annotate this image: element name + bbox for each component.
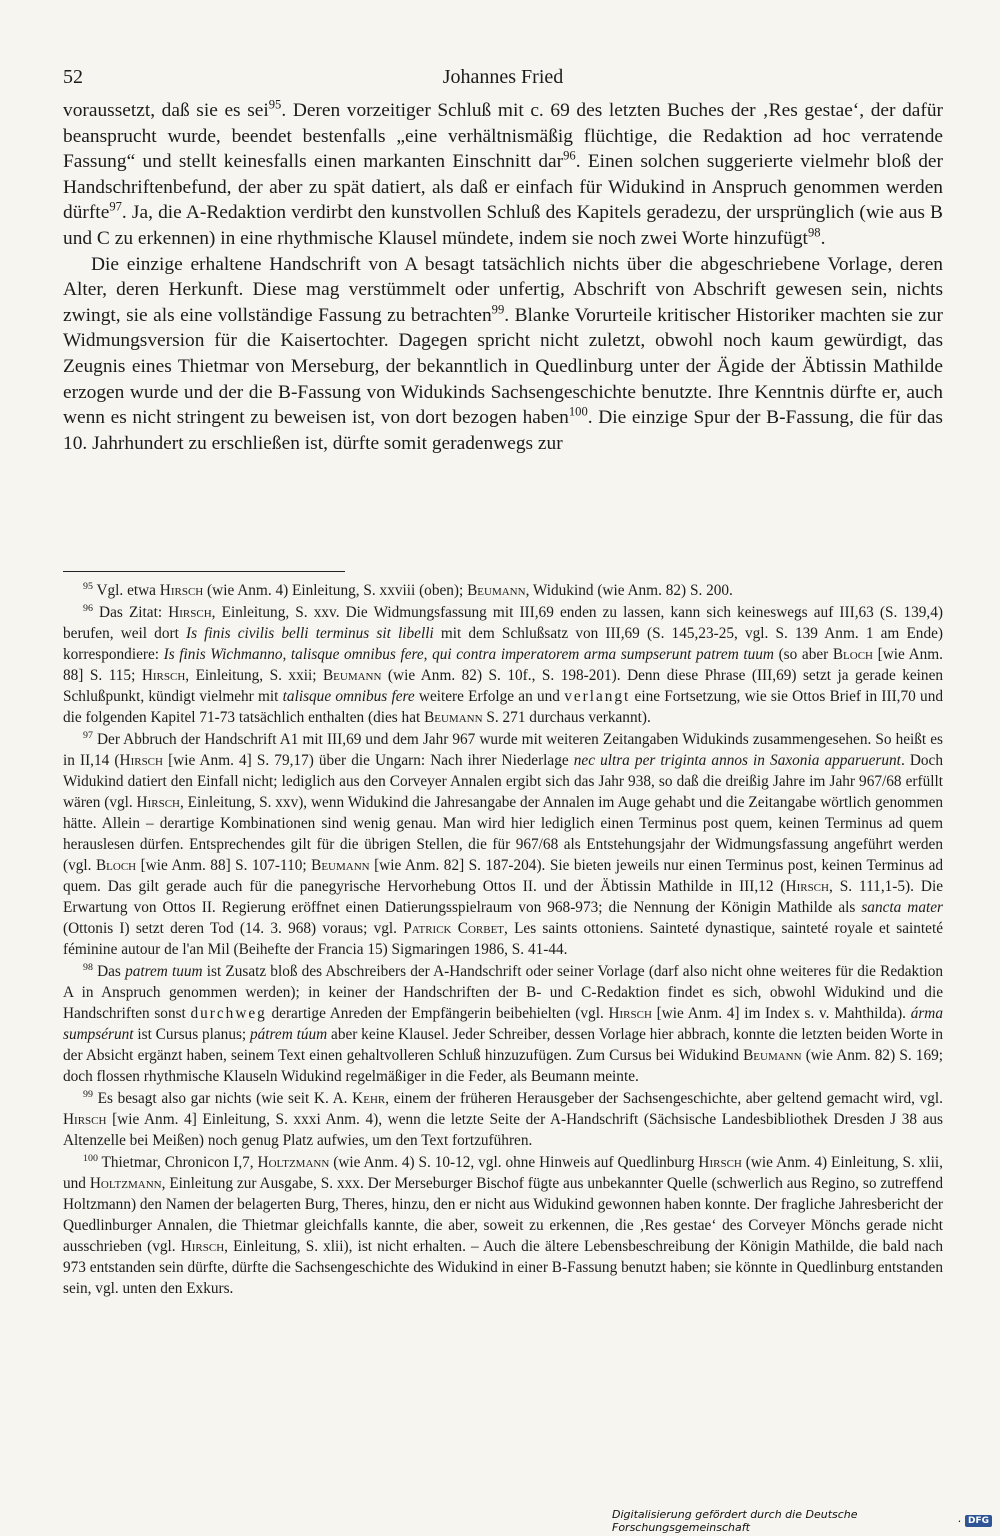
footnote-95: $^{95}$ Vgl. etwa Hirsch (wie Anm. 4) Einleitung, S. xxviii (oben); Beumann, Widukind (wie Anm. 82) S. 200. [83, 580, 733, 599]
digitization-credit: Digitalisierung gefördert durch die Deutsche Forschungsgemeinschaft · DFG [612, 1512, 992, 1530]
running-head: Johannes Fried [442, 66, 564, 88]
credit-text: Digitalisierung gefördert durch die Deutsche Forschungsgemeinschaft [612, 1508, 858, 1534]
footnote-100: $^{100}$ Thietmar, Chronicon I,7, Holtzmann (wie Anm. 4) S. 10-12, vgl. ohne Hinweis auf Quedlinburg Hirsch (wie Anm. 4) Einleitung, S. xlii, und Holtzmann, Einleitung zur Ausgabe, S. xxx. Der Merseburger Bischof fügte aus unbekannter Quelle (schwerlich aus Regino, so zutreffend Holtzmann) den Namen der belagerten Burg, Theres, hinzu, den er nicht aus Widukind gewonnen haben konnte. Der fragliche Jahresbericht der Quedlinburger Annalen, die Thietmar gleichfalls kannte, die aber, soweit zu erkennen, die ‚Res gestae‘ des Corveyer Mönchs gerade nicht ausschrieben (vgl. Hirsch, Einleitung, S. xlii), ist nicht erhalten. – Auch die ältere Lebensbeschreibung der Königin Mathilde, die bald nach 973 entstanden sein dürfte, dürfte die Sachsengeschichte des Widukind in einer B-Fassung benutzt haben; sie könnte in Quedlinburg entstanden sein, vgl. unten den Exkurs. [63, 1152, 943, 1297]
footnote-ref: 98 [807, 225, 821, 240]
footnote-98: $^{98}$ Das patrem tuum ist Zusatz bloß des Abschreibers der A-Handschrift oder seiner Vorlage (darf also nicht ohne weiteres für die Redaktion A in Anspruch genommen werden); in keiner der Handschriften der B- und C-Redaktion findet es sich, obwohl Widukind und die Handschriften sonst durchweg derartige Anreden der Empfängerin beibehielten (vgl. Hirsch [wie Anm. 4] im Index s. v. Mahthilda). árma sumpsérunt ist Cursus planus; pátrem túum aber keine Klausel. Jeder Schreiber, dessen Vorlage hier abbrach, konnte die letzten beiden Worte in der Absicht ergänzt haben, seinem Text einen gehaltvolleren Schluß hinzuzufügen. Zum Cursus bei Widukind Beumann (wie Anm. 82) S. 169; doch flossen rhythmische Klauseln Widukind regelmäßiger in die Feder, als Beumann meinte. [63, 961, 944, 1085]
footnote-divider [63, 571, 345, 572]
body-paragraph: voraussetzt, daß sie es sei$^{95}$. Deren vorzeitiger Schluß mit c. 69 des letzten Buches der ‚Res gestae‘, der dafür beansprucht wurde, beendet bestenfalls „eine verhältnismäßig flüchtige, die Redaktion ad hoc verratende Fassung“ und stellt keinesfalls einen markanten Einschnitt dar$^{96}$. Einen solchen suggerierte vielmehr bloß der Handschriftenbefund, der aber zu spät datiert, als daß er einfach für Widukind in Anspruch genommen werden dürfte$^{97}$. Ja, die A-Redaktion verdirbt den kunstvollen Schluß des Kapitels geradezu, der ursprünglich (wie aus B und C zu erkennen) in eine rhythmische Klausel mündete, indem sie noch zwei Worte hinzufügt$^{98}$. [63, 97, 943, 249]
footnote-ref: 95 [268, 97, 282, 112]
footnote-ref: 100 [568, 404, 588, 419]
footnote-96: $^{96}$ Das Zitat: Hirsch, Einleitung, S. xxv. Die Widmungsfassung mit III,69 enden zu lassen, kann sich keineswegs auf III,63 (S. 139,4) berufen, weil dort Is finis civilis belli terminus sit libelli mit dem Schlußsatz von III,69 (S. 145,23-25, vgl. S. 139 Anm. 1 am Ende) korrespondiere: Is finis Wichmanno, talisque omnibus fere, qui contra imperatorem arma sumpserunt patrem tuum (so aber Bloch [wie Anm. 88] S. 115; Hirsch, Einleitung, S. xxii; Beumann (wie Anm. 82) S. 10f., S. 198-201). Denn diese Phrase (III,69) setzt ja gerade keinen Schlußpunkt, kündigt vielmehr mit talisque omnibus fere weitere Erfolge an und verlangt eine Fortsetzung, wie sie Ottos Brief in III,70 und die folgenden Kapitel 71-73 tatsächlich enthalten (dies hat Beumann S. 271 durchaus verkannt). [63, 602, 944, 726]
page-number: 52 [63, 66, 83, 88]
footnote-ref: 99 [491, 302, 505, 317]
footnote-97: $^{97}$ Der Abbruch der Handschrift A1 mit III,69 und dem Jahr 967 wurde mit weiteren Zeitangaben Widukinds zusammengesehen. So heißt es in II,14 (Hirsch [wie Anm. 4] S. 79,17) über die Ungarn: Nach ihrer Niederlage nec ultra per triginta annos in Saxonia apparuerunt. Doch Widukind datiert den Einfall nicht; lediglich aus den Corveyer Annalen ergibt sich das Jahr 938, so daß die dreißig Jahre im Jahr 967/68 erfüllt wären (vgl. Hirsch, Einleitung, S. xxv), wenn Widukind die Jahresangabe der Annalen im Auge gehabt und die Zeitangabe wörtlich genommen hätte. Allein – derartige Kombinationen sind wenig genau. Man wird hier lediglich einen Terminus post quem, keinen Terminus ad quem herauslesen dürfen. Entsprechendes gilt für die übrigen Stellen, die für 967/68 als Entstehungsjahr der Widmungsfassung angeführt werden (vgl. Bloch [wie Anm. 88] S. 107-110; Beumann [wie Anm. 82] S. 187-204). Sie bieten jeweils nur einen Terminus post, keinen Terminus ad quem. Das gilt gerade auch für die panegyrische Hervorhebung Ottos II. und der Äbtissin Mathilde in III,12 (Hirsch, S. 111,1-5). Die Erwartung von Ottos II. Regierung eröffnet einen Datierungsspielraum von 968-973; die Nennung der Königin Mathilde als sancta mater (Ottonis I) setzt deren Tod (14. 3. 968) voraus; vgl. Patrick Corbet, Les saints ottoniens. Sainteté dynastique, sainteté royale et sainteté féminine autour de l'an Mil (Beihefte der Francia 15) Sigmaringen 1986, S. 41-44. [63, 729, 944, 958]
footnote-99: $^{99}$ Es besagt also gar nichts (wie seit K. A. Kehr, einem der früheren Herausgeber der Sachsengeschichte, aber geltend gemacht wird, vgl. Hirsch [wie Anm. 4] Einleitung, S. xxxi Anm. 4), wenn die letzte Seite der A-Handschrift (Sächsische Landesbibliothek Dresden J 38 aus Altenzelle bei Meißen) noch genug Platz aufwies, um den Text fortzuführen. [63, 1088, 944, 1149]
main-text [63, 98, 943, 456]
dfg-logo-icon: DFG [965, 1515, 992, 1527]
footnotes [63, 580, 943, 1300]
body-paragraph: Die einzige erhaltene Handschrift von A besagt tatsächlich nichts über die abgeschriebene Vorlage, deren Alter, deren Herkunft. Diese mag verstümmelt oder unfertig, Abschrift von Abschrift gewesen sein, nichts zwingt, sie als eine vollständige Fassung zu betrachten$^{99}$. Blanke Vorurteile kritischer Historiker machten sie zur Widmungsversion für die Kaisertochter. Dagegen spricht nicht zuletzt, obwohl noch kaum gewürdigt, das Zeugnis eines Thietmar von Merseburg, der bekanntlich in Quedlinburg unter der Ägide der Äbtissin Mathilde erzogen wurde und der die B-Fassung von Widukinds Sachsengeschichte benutzte. Ihre Kenntnis dürfte er, auch wenn es nicht stringent zu beweisen ist, von dort bezogen haben$^{100}$. Die einzige Spur der B-Fassung, die für das 10. Jahrhundert zu erschließen ist, dürfte somit geradenwegs zur [63, 253, 943, 454]
footnote-ref: 97 [109, 199, 122, 214]
page-header [63, 66, 943, 98]
footnote-ref: 96 [563, 148, 576, 163]
